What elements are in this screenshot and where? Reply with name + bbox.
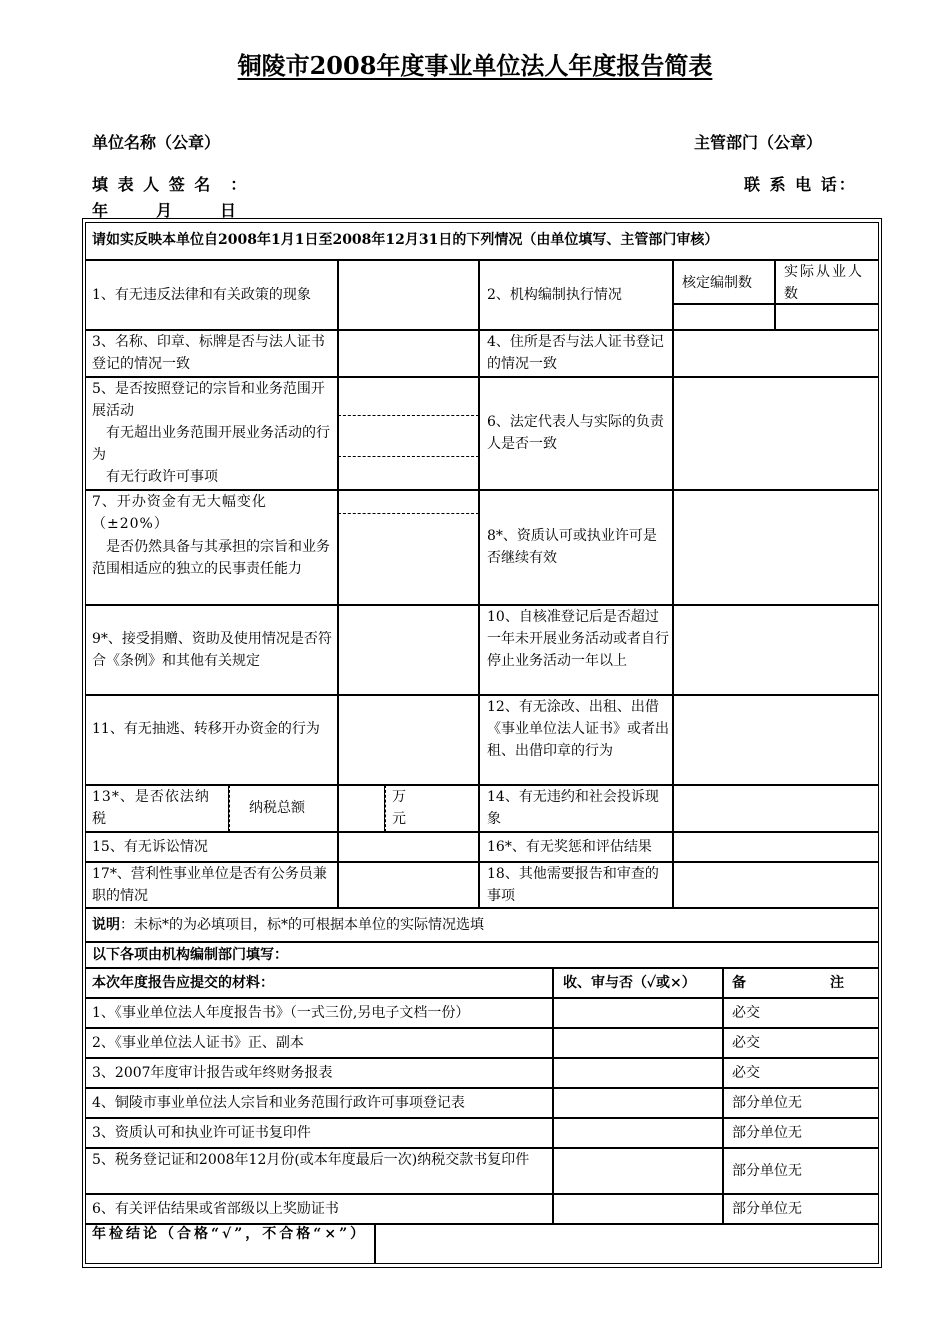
item-8-label: 8*、资质认可或执业许可是否继续有效 bbox=[487, 528, 657, 566]
item-10-label: 10、自核准登记后是否超过一年未开展业务活动或者自行停止业务活动一年以上 bbox=[487, 609, 669, 669]
item-12-answer[interactable] bbox=[673, 695, 879, 785]
note-label: 说明 bbox=[92, 917, 120, 933]
item-17-answer[interactable] bbox=[338, 862, 479, 908]
item-2-label: 2、机构编制执行情况 bbox=[487, 287, 622, 303]
item-5-label-c: 有无行政许可事项 bbox=[106, 469, 218, 485]
material-check-7[interactable] bbox=[553, 1194, 723, 1224]
filler-label: 填 表 人 签 名 ： bbox=[92, 175, 249, 194]
item-10-answer[interactable] bbox=[673, 605, 879, 695]
unit-name-label: 单位名称（公章） bbox=[92, 133, 221, 152]
item-17-label: 17*、营利性事业单位是否有公务员兼职的情况 bbox=[92, 866, 327, 904]
material-remark-3: 必交 bbox=[732, 1065, 760, 1081]
item-2-col1-value[interactable] bbox=[673, 304, 775, 330]
material-remark-4: 部分单位无 bbox=[732, 1095, 802, 1111]
item-8-answer[interactable] bbox=[673, 490, 879, 605]
item-18-label: 18、其他需要报告和审查的事项 bbox=[487, 866, 659, 904]
material-remark-1: 必交 bbox=[732, 1005, 760, 1021]
item-13-total-label: 纳税总额 bbox=[249, 800, 305, 816]
material-check-4[interactable] bbox=[553, 1088, 723, 1118]
item-5-label-a: 5、是否按照登记的宗旨和业务范围开展活动 bbox=[92, 381, 325, 419]
material-check-1[interactable] bbox=[553, 998, 723, 1028]
item-12-label: 12、有无涂改、出租、出借《事业单位法人证书》或者出租、出借印章的行为 bbox=[487, 699, 669, 759]
item-4-label: 4、住所是否与法人证书登记的情况一致 bbox=[487, 334, 664, 372]
conclusion-label: 年检结论（合格“√”，不合格“×”） bbox=[92, 1226, 368, 1242]
item-9-answer[interactable] bbox=[338, 605, 479, 695]
material-row-2: 2、《事业单位法人证书》正、副本 bbox=[92, 1035, 304, 1051]
note-text: ：未标*的为必填项目，标*的可根据本单位的实际情况选填 bbox=[120, 917, 484, 933]
material-remark-2: 必交 bbox=[732, 1035, 760, 1051]
item-15-label: 15、有无诉讼情况 bbox=[92, 839, 208, 855]
material-row-3: 3、2007年度审计报告或年终财务报表 bbox=[92, 1065, 333, 1081]
material-row-6: 5、税务登记证和2008年12月份(或本年度最后一次)纳税交款书复印件 bbox=[92, 1152, 530, 1168]
item-15-answer[interactable] bbox=[338, 832, 479, 862]
col-remark: 备 注 bbox=[732, 975, 844, 991]
item-2-col1: 核定编制数 bbox=[682, 275, 752, 291]
col-check: 收、审与否（✓或×） bbox=[563, 975, 696, 991]
date-label: 年 月 日 bbox=[92, 201, 237, 220]
item-11-label: 11、有无抽逃、转移开办资金的行为 bbox=[92, 721, 320, 737]
material-remark-5: 部分单位无 bbox=[732, 1125, 802, 1141]
item-13-label: 13*、是否依法纳税 bbox=[92, 789, 210, 827]
item-2-col2: 实际从业人数 bbox=[784, 264, 864, 302]
material-remark-7: 部分单位无 bbox=[732, 1201, 802, 1217]
item-18-answer[interactable] bbox=[673, 862, 879, 908]
item-5-label-b: 有无超出业务范围开展业务活动的行为 bbox=[92, 425, 330, 463]
note bbox=[92, 914, 872, 936]
material-check-3[interactable] bbox=[553, 1058, 723, 1088]
dept-label: 主管部门（公章） bbox=[694, 133, 823, 152]
item-5-answer[interactable] bbox=[338, 377, 479, 490]
item-7-label-b: 是否仍然具备与其承担的宗旨和业务范围相适应的独立的民事责任能力 bbox=[92, 539, 330, 577]
item-3-label: 3、名称、印章、标牌是否与法人证书登记的情况一致 bbox=[92, 334, 325, 372]
item-1-answer[interactable] bbox=[338, 260, 479, 330]
material-remark-6: 部分单位无 bbox=[732, 1163, 802, 1179]
item-7-label-a: 7、开办资金有无大幅变化（±20%） bbox=[92, 494, 267, 532]
item-14-label: 14、有无违约和社会投诉现象 bbox=[487, 789, 659, 827]
material-row-7: 6、有关评估结果或省部级以上奖励证书 bbox=[92, 1201, 339, 1217]
item-13-amount[interactable] bbox=[338, 785, 385, 832]
item-5-divider-1 bbox=[338, 415, 479, 416]
item-13-unit: 万元 bbox=[392, 789, 446, 827]
item-6-answer[interactable] bbox=[673, 377, 879, 490]
instruction-text: 请如实反映本单位自2008年1月1日至2008年12月31日的下列情况（由单位填写、主管部门审核） bbox=[92, 232, 719, 248]
item-5-divider-2 bbox=[338, 456, 479, 457]
material-check-5[interactable] bbox=[553, 1118, 723, 1148]
material-check-2[interactable] bbox=[553, 1028, 723, 1058]
section2-title: 以下各项由机构编制部门填写： bbox=[92, 947, 288, 963]
material-row-4: 4、铜陵市事业单位法人宗旨和业务范围行政许可事项登记表 bbox=[92, 1095, 465, 1111]
item-16-answer[interactable] bbox=[673, 832, 879, 862]
page-title: 铜陵市2008年度事业单位法人年度报告简表 bbox=[237, 51, 713, 80]
col-material: 本次年度报告应提交的材料： bbox=[92, 975, 274, 991]
item-1-label: 1、有无违反法律和有关政策的现象 bbox=[92, 287, 311, 303]
item-11-answer[interactable] bbox=[338, 695, 479, 785]
item-9-label: 9*、接受捐赠、资助及使用情况是否符合《条例》和其他有关规定 bbox=[92, 631, 332, 669]
item-11-label-cell bbox=[85, 695, 338, 785]
item-14-answer[interactable] bbox=[673, 785, 879, 832]
item-6-label: 6、法定代表人与实际的负责人是否一致 bbox=[487, 414, 664, 452]
conclusion-value[interactable] bbox=[375, 1224, 879, 1264]
item-2-col2-value[interactable] bbox=[775, 304, 879, 330]
item-3-answer[interactable] bbox=[338, 330, 479, 377]
material-check-6[interactable] bbox=[553, 1148, 723, 1194]
phone-label: 联 系 电 话： bbox=[744, 175, 857, 194]
material-row-1: 1、《事业单位法人年度报告书》（一式三份,另电子文档一份） bbox=[92, 1005, 470, 1021]
item-7-divider bbox=[338, 513, 479, 514]
item-7-answer[interactable] bbox=[338, 490, 479, 605]
material-row-5: 3、资质认可和执业许可证书复印件 bbox=[92, 1125, 311, 1141]
item-16-label: 16*、有无奖惩和评估结果 bbox=[487, 839, 652, 855]
item-4-answer[interactable] bbox=[673, 330, 879, 377]
